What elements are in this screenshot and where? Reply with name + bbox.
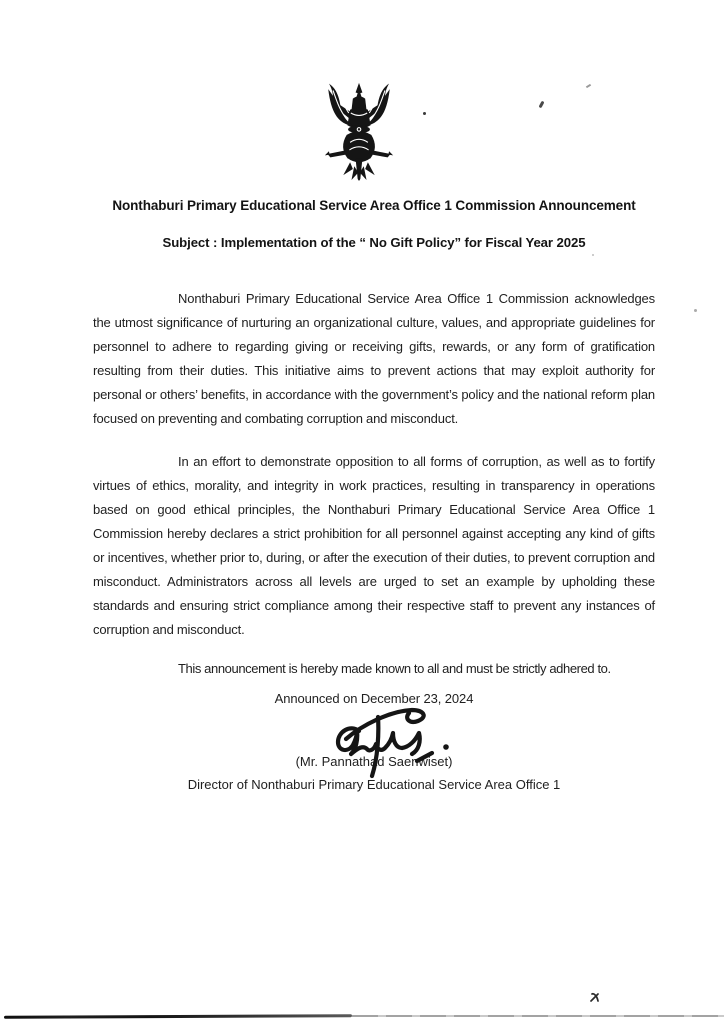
subject-line: Subject : Implementation of the “ No Gift Policy” for Fiscal Year 2025 [162, 235, 586, 250]
garuda-emblem-icon [318, 82, 400, 185]
scan-speck [586, 84, 591, 88]
closing-line: This announcement is hereby made known to all and must be strictly adhered to. [178, 661, 611, 676]
scan-edge-dark-segment [4, 1014, 352, 1019]
scan-speck [423, 112, 426, 115]
announcement-date: Announced on December 23, 2024 [274, 691, 474, 706]
document-title: Nonthaburi Primary Educational Service Area Office 1 Commission Announcement [112, 198, 636, 213]
scan-speck [539, 101, 545, 109]
scan-edge-faint-segment [352, 1015, 724, 1017]
paragraph-2: In an effort to demonstrate opposition to all forms of corruption, as well as to fortify virtues of ethics, morality, and integrity in work practices, resulting in transparency in operations based on good ethical principles, the Nonthaburi Primary Educational Service Area Office 1 Commission hereby declares a strict prohibition for all personnel against accepting any kind of gifts or incentives, whether prior to, during, or after the execution of their duties, to prevent corruption and misconduct. Administrators across all levels are urged to set an example by upholding these standards and ensuring strict compliance among their respective staff to prevent any instances of corruption and misconduct. [93, 454, 655, 637]
signature-block [93, 690, 655, 793]
paragraph-1: Nonthaburi Primary Educational Service Area Office 1 Commission acknowledges the utmost significance of nurturing an organizational culture, values, and appropriate guidelines for personnel to adhere to regarding giving or receiving gifts, rewards, or any form of gratification resulting from their duties. This initiative aims to prevent actions that may exploit authority for personal or others’ benefits, in accordance with the government’s policy and the national reform plan focused on preventing and combating corruption and misconduct. [93, 291, 655, 426]
scan-speck [694, 309, 697, 312]
signatory-title: Director of Nonthaburi Primary Educational Service Area Office 1 [187, 777, 561, 792]
document-body [93, 196, 655, 793]
scan-scribble-mark [590, 990, 600, 1001]
signatory-name: (Mr. Pannathad Saenwiset) [295, 754, 453, 769]
scan-edge-line [0, 1012, 724, 1020]
